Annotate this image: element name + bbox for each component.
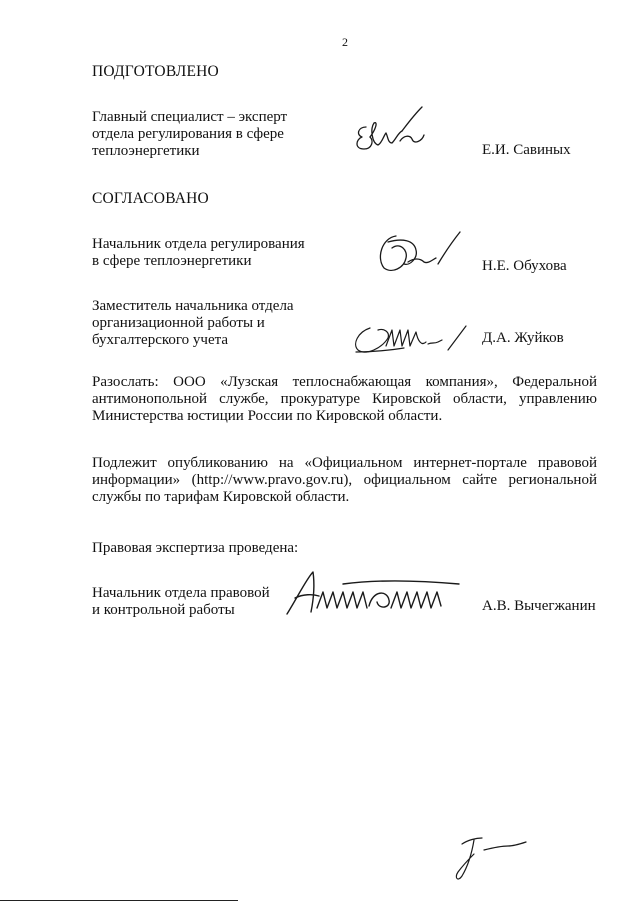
legal-review-name: А.В. Вычегжанин — [482, 598, 596, 614]
signature-zhuikov — [352, 318, 470, 360]
prepared-title-line: Главный специалист – эксперт — [92, 109, 288, 125]
prepared-name: Е.И. Савиных — [482, 142, 571, 158]
prepared-heading: ПОДГОТОВЛЕНО — [92, 63, 219, 80]
agreed-signer-1-title-line: в сфере теплоэнергетики — [92, 253, 252, 269]
legal-review-title-line: Начальник отдела правовой — [92, 585, 270, 601]
distribution-paragraph: Разослать: ООО «Лузская теплоснабжающая компания», Федеральной антимонопольной службе, прокуратуре Кировской области, управлению Министерства юстиции России по Кировской области. — [92, 374, 597, 424]
agreed-signer-2-title-line: Заместитель начальника отдела — [92, 298, 294, 314]
prepared-title-line: отдела регулирования в сфере — [92, 126, 284, 142]
agreed-signer-2-title — [92, 298, 352, 349]
agreed-signer-1-title — [92, 236, 352, 270]
agreed-signer-1-name: Н.Е. Обухова — [482, 258, 567, 274]
initials-mark — [452, 832, 530, 884]
signature-vychegzhanin — [283, 568, 463, 620]
signature-obukhova — [374, 228, 464, 278]
agreed-heading: СОГЛАСОВАНО — [92, 190, 209, 207]
page-number: 2 — [342, 35, 348, 49]
agreed-signer-1-title-line: Начальник отдела регулирования — [92, 236, 305, 252]
footer-divider — [0, 900, 238, 901]
publication-paragraph: Подлежит опубликованию на «Официальном интернет-портале правовой информации» (http://www.pravo.gov.ru), официальном сайте региональной службы по тарифам Кировской области. — [92, 455, 597, 505]
agreed-signer-2-title-line: бухгалтерского учета — [92, 332, 229, 348]
legal-review-statement: Правовая экспертиза проведена: — [92, 540, 299, 556]
legal-review-title-line: и контрольной работы — [92, 602, 235, 618]
agreed-signer-2-title-line: организационной работы и — [92, 315, 265, 331]
prepared-title — [92, 109, 352, 160]
prepared-title-line: теплоэнергетики — [92, 143, 200, 159]
agreed-signer-2-name: Д.А. Жуйков — [482, 330, 564, 346]
signature-savinykh — [352, 105, 432, 160]
